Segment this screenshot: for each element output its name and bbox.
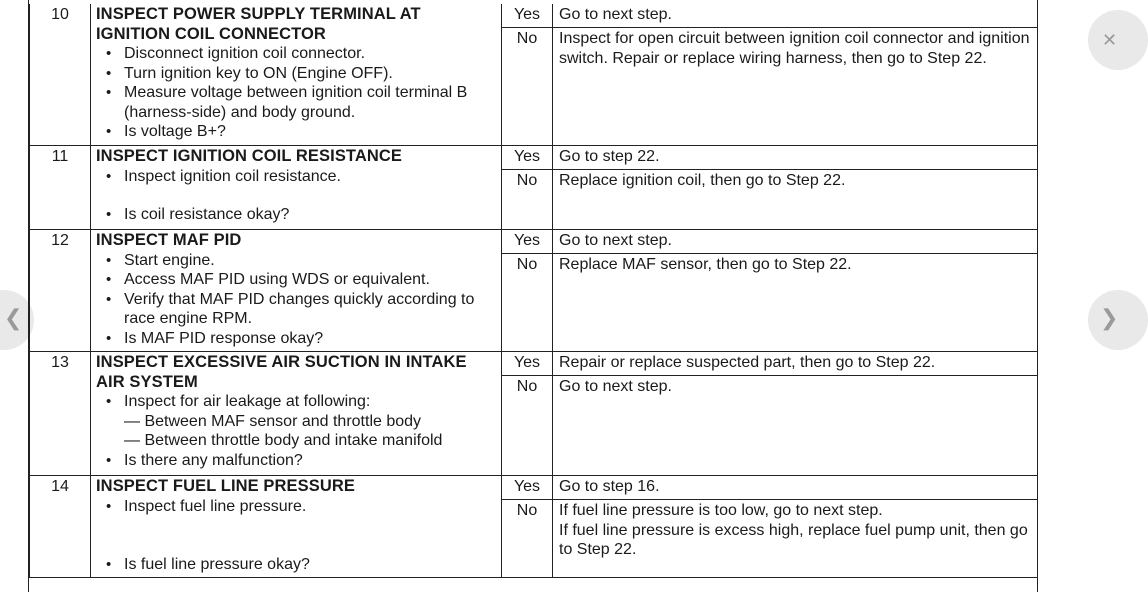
no-label: No [502,500,553,578]
chevron-right-icon: ❯ [1100,306,1119,331]
step-checklist [96,392,497,470]
list-item: • Verify that MAF PID changes quickly according to race engine RPM. [96,290,497,329]
no-result: Replace ignition coil, then go to Step 22. [553,170,1038,230]
list-item: • Is fuel line pressure okay? [96,555,497,575]
list-item: — Between MAF sensor and throttle body [124,412,422,430]
yes-result: Go to step 16. [553,476,1038,500]
yes-label: Yes [502,230,553,254]
table-row [30,4,1038,28]
step-title: INSPECT EXCESSIVE AIR SUCTION IN INTAKE AIR SYSTEM [96,353,467,391]
step-checklist [96,497,497,575]
step-checklist [96,251,497,349]
list-item: • Is coil resistance okay? [96,205,497,225]
step-title: INSPECT POWER SUPPLY TERMINAL AT IGNITION COIL CONNECTOR [96,5,421,43]
list-item: • Inspect ignition coil resistance. [96,167,497,187]
yes-label: Yes [502,352,553,376]
step-action [91,4,502,146]
no-label: No [502,376,553,476]
table-row [30,476,1038,500]
step-action [91,352,502,476]
yes-label: Yes [502,4,553,28]
no-result [553,500,1038,578]
step-action [91,230,502,352]
yes-result: Repair or replace suspected part, then go to Step 22. [553,352,1038,376]
list-item: • Inspect for air leakage at following: [96,392,497,412]
step-checklist [96,167,497,225]
list-item: — Between throttle body and intake manifold [124,432,443,449]
yes-result: Go to step 22. [553,146,1038,170]
list-item: • Is voltage B+? [96,122,497,142]
diagnostic-table [29,4,1038,578]
list-item: • Disconnect ignition coil connector. [96,44,497,64]
yes-result: Go to next step. [553,4,1038,28]
step-action [91,146,502,230]
step-number: 10 [30,4,91,146]
close-button[interactable] [1088,10,1148,70]
table-row [30,146,1038,170]
next-image-button[interactable] [1088,290,1148,350]
step-title: INSPECT FUEL LINE PRESSURE [96,477,356,495]
list-item: • Inspect fuel line pressure. [96,497,497,517]
step-number: 11 [30,146,91,230]
no-label: No [502,28,553,146]
list-item: • Is MAF PID response okay? [96,329,497,349]
step-checklist [96,44,497,142]
no-label: No [502,170,553,230]
close-icon: ✕ [1102,30,1118,51]
list-item: • Is there any malfunction? [96,451,497,471]
no-result-line: If fuel line pressure is excess high, replace fuel pump unit, then go to Step 22. [559,521,1028,558]
step-action [91,476,502,578]
chevron-left-icon: ❮ [4,306,23,331]
table-row [30,352,1038,376]
no-label: No [502,254,553,352]
diagnostic-procedure-sheet [28,0,1038,592]
yes-label: Yes [502,476,553,500]
no-result-line: If fuel line pressure is too low, go to next step. [559,502,883,519]
step-title: INSPECT IGNITION COIL RESISTANCE [96,147,403,165]
step-title: INSPECT MAF PID [96,231,242,249]
yes-result: Go to next step. [553,230,1038,254]
step-number: 13 [30,352,91,476]
no-result: Inspect for open circuit between ignition coil connector and ignition switch. Repair or replace wiring harness, then go to Step 22. [553,28,1038,146]
no-result: Go to next step. [553,376,1038,476]
step-number: 12 [30,230,91,352]
table-row [30,230,1038,254]
list-item: • Access MAF PID using WDS or equivalent. [96,270,497,290]
step-number: 14 [30,476,91,578]
no-result: Replace MAF sensor, then go to Step 22. [553,254,1038,352]
yes-label: Yes [502,146,553,170]
list-item: • Turn ignition key to ON (Engine OFF). [96,64,497,84]
list-item: • Measure voltage between ignition coil terminal B (harness-side) and body ground. [96,83,497,122]
list-item: • Start engine. [96,251,497,271]
